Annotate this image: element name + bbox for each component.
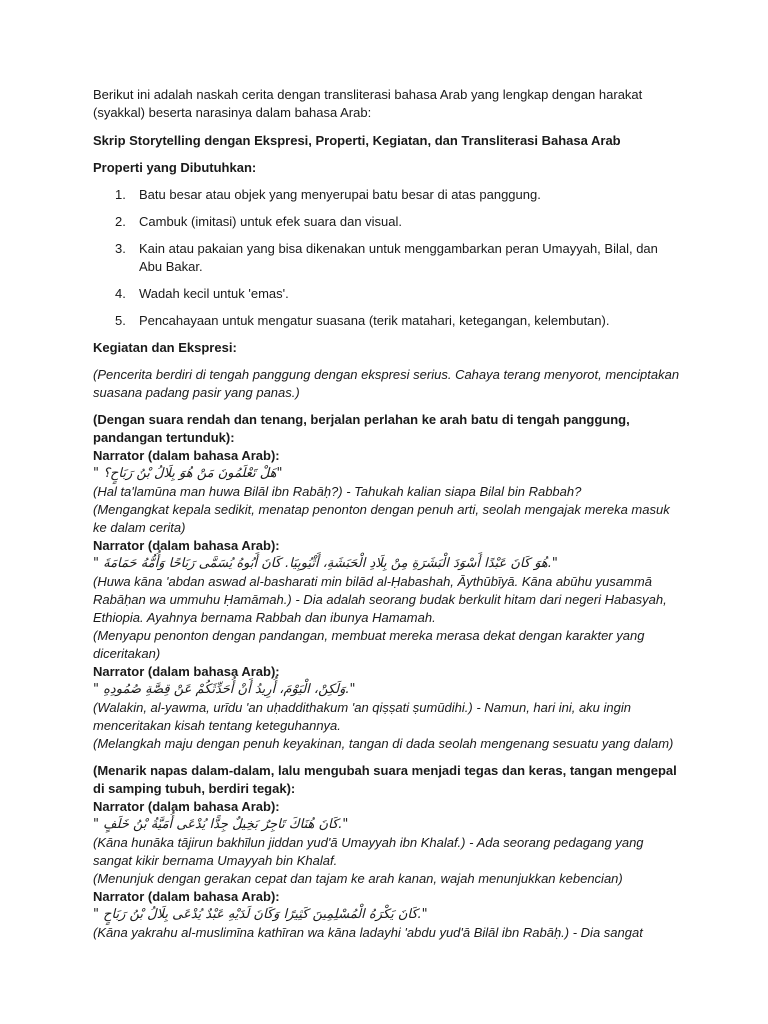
list-item-text: Pencahayaan untuk mengatur suasana (terik matahari, ketegangan, kelembutan).	[139, 313, 610, 328]
action-note: (Melangkah maju dengan penuh keyakinan, tangan di dada seolah mengenang sesuatu yang dalam)	[93, 736, 674, 751]
list-number: 5.	[115, 313, 126, 328]
list-number: 2.	[115, 214, 126, 229]
narrator-label: Narrator (dalam bahasa Arab):	[93, 448, 280, 463]
props-list	[93, 186, 683, 330]
activities-heading: Kegiatan dan Ekspresi:	[93, 340, 237, 355]
opening-direction: (Pencerita berdiri di tengah panggung dengan ekspresi serius. Cahaya terang menyorot, menciptakan suasana padang pasir yang panas.)	[93, 367, 680, 400]
transliteration: (Kāna yakrahu al-muslimīna kathīran wa kāna ladayhi 'abdu yud'ā Bilāl ibn Rabāḥ.) - Dia sangat	[93, 925, 643, 940]
list-item-text: Wadah kecil untuk 'emas'.	[139, 286, 289, 301]
list-item-text: Batu besar atau objek yang menyerupai batu besar di atas panggung.	[139, 187, 541, 202]
list-item-text: Cambuk (imitasi) untuk efek suara dan visual.	[139, 214, 403, 229]
action-note: (Mengangkat kepala sedikit, menatap penonton dengan penuh arti, seolah mengajak mereka masuk ke dalam cerita)	[93, 502, 670, 535]
document-page	[93, 86, 683, 942]
scene-section-1	[93, 411, 683, 753]
arabic-line: " كَانَ يَكْرَهُ الْمُسْلِمِينَ كَثِيرًا وَكَانَ لَدَيْهِ عَبْدٌ يُدْعَى بِلَالُ بْنُ رَبَاحٍ."	[93, 907, 428, 922]
action-note: (Menunjuk dengan gerakan cepat dan tajam ke arah kanan, wajah menunjukkan kebencian)	[93, 871, 623, 886]
transliteration: (Huwa kāna 'abdan aswad al-basharati min bilād al-Ḥabashah, Āythūbīyā. Kāna abūhu yusammā Rabāḥan wa ummuhu Ḥamāmah.) - Dia adalah seorang budak berkulit hitam dari negeri Habasyah, Ethiopia. Ayahnya bernama Rabbah dan ibunya Hamamah.	[93, 574, 667, 625]
narrator-label: Narrator (dalam bahasa Arab):	[93, 889, 280, 904]
narrator-label: Narrator (dalam bahasa Arab):	[93, 538, 280, 553]
list-item	[93, 186, 683, 204]
transliteration: (Kāna hunāka tājirun bakhīlun jiddan yud'ā Umayyah ibn Khalaf.) - Ada seorang pedagang yang sangat kikir bernama Umayyah bin Khalaf.	[93, 835, 644, 868]
arabic-line: " كَانَ هُنَاكَ تَاجِرٌ بَخِيلٌ جِدًّا يُدْعَى أُمَيَّةُ بْنُ خَلَفٍ."	[93, 817, 349, 832]
narrator-label: Narrator (dalam bahasa Arab):	[93, 799, 280, 814]
narrator-label: Narrator (dalam bahasa Arab):	[93, 664, 280, 679]
list-item	[93, 285, 683, 303]
list-item	[93, 240, 683, 276]
list-number: 3.	[115, 241, 126, 256]
transliteration: (Hal ta'lamūna man huwa Bilāl ibn Rabāḥ?) - Tahukah kalian siapa Bilal bin Rabbah?	[93, 484, 582, 499]
action-note: (Menyapu penonton dengan pandangan, membuat mereka merasa dekat dengan karakter yang diceritakan)	[93, 628, 645, 661]
list-item	[93, 213, 683, 231]
list-number: 4.	[115, 286, 126, 301]
props-heading: Properti yang Dibutuhkan:	[93, 160, 257, 175]
scene-section-2	[93, 762, 683, 942]
list-number: 1.	[115, 187, 126, 202]
transliteration: (Walakin, al-yawma, urīdu 'an uḥaddithakum 'an qiṣṣati ṣumūdihi.) - Namun, hari ini, aku ingin menceritakan kisah tentang keteguhannya.	[93, 700, 631, 733]
stage-direction: (Menarik napas dalam-dalam, lalu mengubah suara menjadi tegas dan keras, tangan mengepal di samping tubuh, berdiri tegak):	[93, 763, 677, 796]
arabic-line: " هُوَ كَانَ عَبْدًا أَسْوَدَ الْبَشَرَةِ مِنْ بِلَادِ الْحَبَشَةِ، أَثْيُوبِيَا. كَانَ أَبُوهُ يُسَمَّى رَبَاحًا وَأُمُّهُ حَمَامَةَ."	[93, 556, 558, 571]
arabic-line: " وَلَكِنْ، الْيَوْمَ، أُرِيدُ أَنْ أُحَدِّثَكُمْ عَنْ قِصَّةِ صُمُودِهِ."	[93, 682, 356, 697]
intro-paragraph: Berikut ini adalah naskah cerita dengan transliterasi bahasa Arab yang lengkap dengan harakat (syakkal) beserta narasinya dalam bahasa Arab:	[93, 87, 643, 120]
list-item	[93, 312, 683, 330]
document-title: Skrip Storytelling dengan Ekspresi, Properti, Kegiatan, dan Transliterasi Bahasa Arab	[93, 133, 621, 148]
arabic-line: " هَلْ تَعْلَمُونَ مَنْ هُوَ بِلَالُ بْنُ رَبَاحٍ؟"	[93, 466, 283, 481]
list-item-text: Kain atau pakaian yang bisa dikenakan untuk menggambarkan peran Umayyah, Bilal, dan Abu Bakar.	[139, 241, 658, 274]
stage-direction: (Dengan suara rendah dan tenang, berjalan perlahan ke arah batu di tengah panggung, pandangan tertunduk):	[93, 412, 630, 445]
